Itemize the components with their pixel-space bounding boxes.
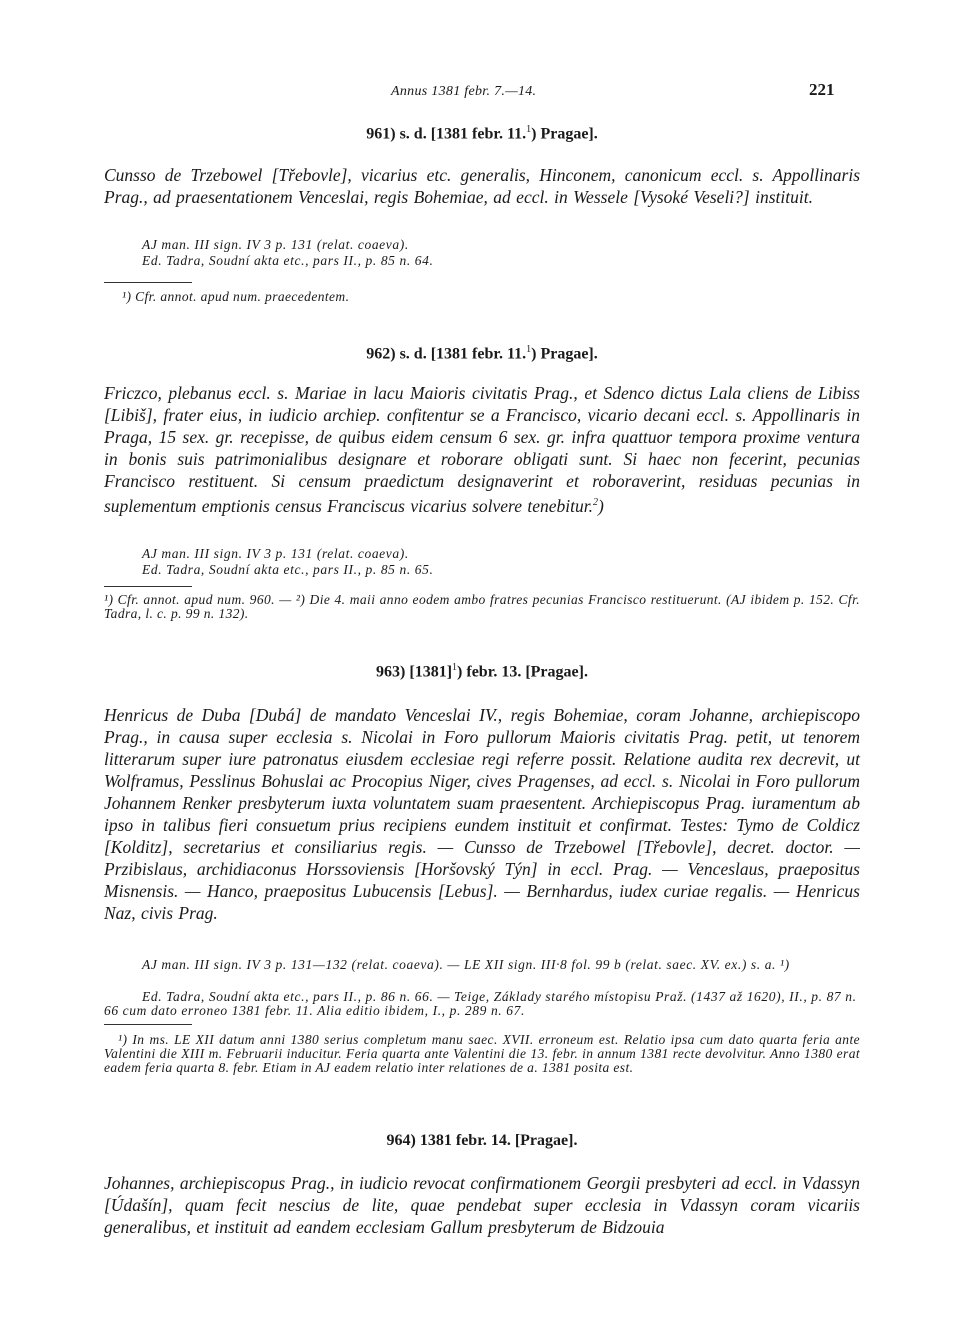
source-line: AJ man. III sign. IV 3 p. 131—132 (relat. coaeva). — LE XII sign. III·8 fol. 99 b (relat. saec. XV. ex.) s. a. ¹): [142, 957, 790, 972]
footnote-rule: [104, 282, 192, 283]
entry-heading-962: 962) s. d. [1381 febr. 11.$^1$) Pragae].: [366, 344, 598, 363]
edition-line: Ed. Tadra, Soudní akta etc., pars II., p. 85 n. 64.: [142, 253, 434, 268]
footnote-ref: 1: [526, 344, 532, 355]
running-header: Annus 1381 febr. 7.—14.: [391, 84, 537, 99]
footnote-961: ¹) Cfr. annot. apud num. praecedentem.: [122, 289, 350, 304]
footnote-ref: 1: [526, 124, 532, 135]
footnote-rule: [104, 586, 192, 587]
entry-text-961: Cunsso de Trzebowel [Třebovle], vicarius etc. generalis, Hinconem, canonicum eccl. s. Appollinaris Prag., ad praesentationem Venceslai, regis Bohemiae, ad eccl. in Wessele [Vysoké Veseli?] instituit.: [104, 165, 860, 207]
footnote-963: ¹) In ms. LE XII datum anni 1380 serius completum manu saec. XVII. erroneum est. Relatio ipsa cum dato quarta feria ante Valentini die XIII m. Februarii inducitur. Feria quarta ante Valentini die 13. febr. in annum 1381 recte devolvitur. Anno 1380 erat eadem feria quarta 8. febr. Etiam in AJ eadem relatio inter relationes de a. 1381 posita est.: [104, 1032, 860, 1075]
entry-heading-964: 964) 1381 febr. 14. [Pragae].: [386, 1132, 578, 1149]
entry-text-963: Henricus de Duba [Dubá] de mandato Venceslai IV., regis Bohemiae, coram Johanne, archiepiscopo Prag., in causa super ecclesia s. Nicolai in Foro pullorum Maioris civitatis Prag. petit, ut tenorem litterarum super iure patronatus eiusdem ecclesiae regi referre possit. Relatione audita rex decrevit, ut Wolframus, Pesslinus Bohuslai ac Procopius Niger, cives Pragenses, ad eccl. s. Nicolai in Foro pullorum Johannem Renker presbyterum iuxta voluntatem suam praesentent. Archiepiscopus Prag. iuramentum ab ipso in talibus fieri consuetum prius recipiens eundem instituit et confirmat. Testes: Tymo de Coldicz [Kolditz], secretarius et consiliarius regis. — Cunsso de Trzebowel [Třebovle], decret. doctor. — Przibislaus, archidiaconus Horssoviensis [Horšovský Týn] in eccl. Prag. — Venceslaus, praepositus Misnensis. — Hanco, praepositus Lubucensis [Lebus]. — Bernhardus, iudex curiae regalis. — Henricus Naz, civis Prag.: [104, 705, 860, 923]
edition-line: Ed. Tadra, Soudní akta etc., pars II., p. 85 n. 65.: [142, 562, 434, 577]
source-line: AJ man. III sign. IV 3 p. 131 (relat. coaeva).: [142, 546, 409, 561]
footnote-962: ¹) Cfr. annot. apud num. 960. — ²) Die 4. maii anno eodem ambo fratres pecunias Francisco restituerunt. (AJ ibidem p. 152. Cfr. Tadra, l. c. p. 99 n. 132).: [104, 592, 860, 621]
page-number: 221: [809, 80, 835, 99]
edition-line: Ed. Tadra, Soudní akta etc., pars II., p. 86 n. 66. — Teige, Základy starého místopisu Praž. (1437 až 1620), II., p. 87 n. 66 cum dato erroneo 1381 febr. 11. Alia editio ibidem, I., p. 289 n. 67.: [104, 989, 857, 1018]
entry-text-964: Johannes, archiepiscopus Prag., in iudicio revocat confirmationem Georgii presbyteri ad eccl. in Vdassyn [Údašín], quam fecit nescius de lite, quae pendebat super ecclesia in Vdassyn coram vicariis generalibus, et instituit ad eandem ecclesiam Gallum presbyterum de Bidzouia: [104, 1173, 860, 1237]
entry-heading-961: 961) s. d. [1381 febr. 11.$^1$) Pragae].: [366, 124, 598, 143]
footnote-rule: [104, 1024, 192, 1025]
footnote-ref: 2: [592, 497, 598, 508]
footnote-ref: 1: [452, 662, 458, 673]
entry-heading-963: 963) $[1381]^1$) febr. 13. [Pragae].: [376, 662, 588, 681]
source-line: AJ man. III sign. IV 3 p. 131 (relat. coaeva).: [142, 237, 409, 252]
entry-text-962: Friczco, plebanus eccl. s. Mariae in lacu Maioris civitatis Prag., et Sdenco dictus Lala cliens de Libiss [Libiš], frater eius, in iudicio archiep. confitentur se a Francisco, vicario decani eccl. s. Appollinaris in Praga, 15 sex. gr. recepisse, de quibus eidem censum 6 sex. gr. infra quattuor tempora proxime ventura in bonis suis patrimonialibus designare et roborare obligati sunt. Si haec non fecerint, pecunias Francisco restituent. Si censum praedictum designaverint et roboraverint, residuas pecunias in suplementum emptionis census Franciscus vicarius solvere tenebitur.$^2$): [104, 383, 860, 516]
